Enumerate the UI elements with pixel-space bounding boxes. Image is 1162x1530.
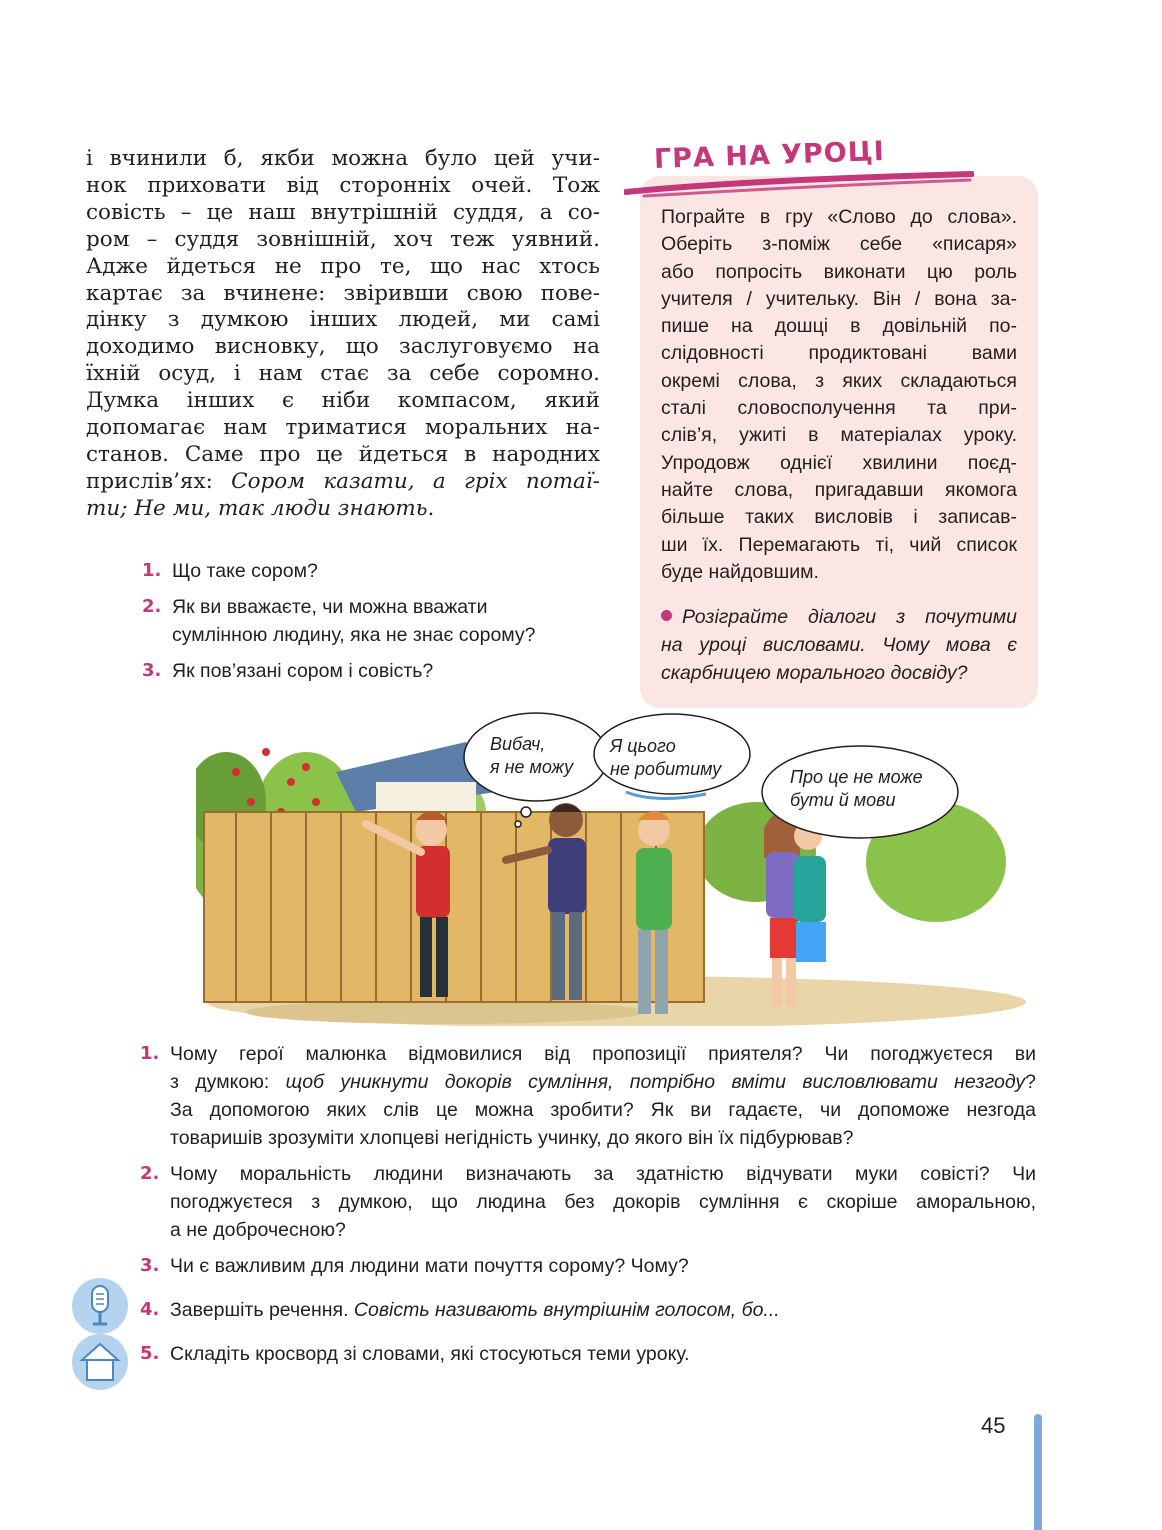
question-number: 1. bbox=[140, 1043, 160, 1064]
list-item bbox=[142, 557, 612, 585]
bubble-line: Про це не може bbox=[790, 767, 923, 787]
page-edge-bar bbox=[1034, 1414, 1042, 1530]
text-line: і вчинили б, якби можна було цей учи- bbox=[86, 146, 600, 171]
game-line: Упродовж однієї хвилини поєд- bbox=[661, 451, 1017, 474]
text-plain: з думкою: bbox=[170, 1071, 286, 1093]
game-task-line: скарбницею морального досвіду? bbox=[661, 662, 968, 684]
question-text: Завершіть речення. bbox=[170, 1299, 354, 1321]
text-line: нок приховати від сторонніх очей. Тож bbox=[86, 172, 600, 198]
girls bbox=[764, 812, 826, 1006]
question-italic: Совість називають внутрішнім голосом, бо... bbox=[353, 1299, 780, 1321]
speech-bubble-3 bbox=[790, 766, 923, 812]
game-line: сталі словосполучення та при- bbox=[661, 397, 1017, 420]
game-task-text: Розіграйте діалоги з почутими bbox=[682, 606, 1017, 628]
question-line: товаришів зрозуміти хлопцеві негідність учинку, до якого він їх підбурював? bbox=[170, 1127, 854, 1149]
question-line: За допомогою яких слів це можна зробити? Як ви гадаєте, чи допоможе незгода bbox=[170, 1099, 1036, 1121]
list-item bbox=[142, 593, 612, 649]
question-text: Як пов’язані сором і совість? bbox=[172, 660, 434, 682]
proverb-italic: Сором казати, а гріх потаї- bbox=[231, 468, 600, 494]
text-line: Думка інших є ніби компасом, який bbox=[86, 388, 600, 414]
home-icon bbox=[72, 1334, 128, 1390]
game-line: окремі слова, з яких складаються bbox=[661, 369, 1017, 392]
game-line: слідовності продиктовані вами bbox=[661, 342, 1017, 365]
questions-bottom-list bbox=[140, 1040, 1036, 1386]
quote-italic: щоб уникнути докорів сумління, потрібно вміти висловлювати незгоду bbox=[285, 1071, 1026, 1093]
bubble-line: Я цього bbox=[610, 736, 676, 756]
bullet-icon bbox=[661, 610, 672, 621]
text-line bbox=[86, 469, 600, 496]
game-task bbox=[661, 603, 1017, 687]
text-line bbox=[86, 496, 600, 523]
question-line: погоджуєтеся з думкою, що людина без докорів сумління є скоріше аморальною, bbox=[170, 1191, 1036, 1213]
text-line: дінку з думкою інших людей, ми самі bbox=[86, 307, 600, 333]
question-number: 3. bbox=[142, 660, 162, 681]
text-plain: ? bbox=[1025, 1071, 1036, 1093]
question-number: 5. bbox=[140, 1343, 160, 1364]
question-text: сумлінною людину, яка не знає сорому? bbox=[172, 624, 536, 646]
game-line: слів’я, ужиті в матеріалах уроку. bbox=[661, 424, 1017, 447]
game-instructions bbox=[661, 204, 1017, 586]
game-task-line: на уроці висловами. Чому мова є bbox=[661, 634, 1017, 656]
text-line: їхній осуд, і нам стає за себе соромно. bbox=[86, 361, 600, 387]
list-item bbox=[142, 657, 612, 685]
list-item bbox=[140, 1252, 1036, 1280]
question-number: 1. bbox=[142, 560, 162, 581]
bubble-line: бути й мови bbox=[790, 790, 896, 810]
question-text: Чи є важливим для людини мати почуття сорому? Чому? bbox=[170, 1255, 689, 1277]
question-text: Як ви вважаєте, чи можна вважати bbox=[172, 596, 488, 618]
list-item bbox=[140, 1040, 1036, 1152]
game-line: буде найдовшим. bbox=[661, 560, 819, 583]
speech-bubble-1 bbox=[490, 733, 573, 779]
game-line: або попросіть виконати цю роль bbox=[661, 260, 1017, 283]
text-line: допомагає нам триматися моральних на- bbox=[86, 415, 600, 441]
game-line: найте слова, пригадавши якомога bbox=[661, 478, 1017, 501]
bubble-line: я не можу bbox=[490, 757, 574, 777]
text-line: доходимо висновку, що заслуговуємо на bbox=[86, 334, 600, 360]
proverb-italic: ти; Не ми, так люди знають bbox=[86, 495, 428, 521]
text-plain: прислів’ях: bbox=[86, 468, 232, 494]
game-line: Пограйте в гру «Слово до слова». bbox=[661, 206, 1017, 228]
text-line: совість – це наш внутрішній суддя, а со- bbox=[86, 199, 600, 225]
question-number: 2. bbox=[142, 596, 162, 617]
list-item bbox=[140, 1160, 1036, 1244]
game-line: ши їх. Перемагають ті, чий список bbox=[661, 533, 1017, 556]
game-title: ГРА НА УРОЦІ bbox=[653, 135, 886, 176]
list-item bbox=[140, 1340, 1036, 1368]
title-underline-stroke bbox=[624, 170, 974, 200]
game-line: учителя / учительку. Він / вона за- bbox=[661, 287, 1017, 310]
question-number: 3. bbox=[140, 1255, 160, 1276]
text-line: ром – суддя зовнішній, хоч теж уявний. bbox=[86, 226, 600, 252]
bubble-line: Вибач, bbox=[490, 734, 546, 754]
game-task-line bbox=[661, 603, 1017, 631]
game-line: пише на дошці в довільній по- bbox=[661, 315, 1017, 338]
question-text: Що таке сором? bbox=[172, 560, 318, 582]
microphone-icon bbox=[72, 1278, 128, 1334]
main-paragraph bbox=[86, 146, 600, 523]
question-line: Чому герої малюнка відмовилися від пропозиції приятеля? Чи погоджуєтеся ви bbox=[170, 1043, 1036, 1065]
game-line: Оберіть з-поміж себе «писаря» bbox=[661, 233, 1017, 256]
text-line: картає за вчинене: звіривши свою пове- bbox=[86, 280, 600, 306]
questions-left-list bbox=[142, 557, 612, 693]
game-line: більше таких висловів і записав- bbox=[661, 506, 1017, 529]
question-line: Чому моральність людини визначають за здатністю відчувати муки совісті? Чи bbox=[170, 1163, 1036, 1185]
list-item bbox=[140, 1296, 1036, 1324]
text-plain: . bbox=[427, 495, 435, 521]
page-number: 45 bbox=[981, 1413, 1006, 1438]
text-line: Адже йдеться не про те, що нас хтось bbox=[86, 253, 600, 279]
question-line bbox=[170, 1068, 1036, 1096]
bubble-line: не робитиму bbox=[610, 759, 722, 779]
speech-bubble-2 bbox=[610, 735, 721, 781]
question-number: 4. bbox=[140, 1299, 160, 1320]
question-line: а не доброчесною? bbox=[170, 1219, 346, 1241]
question-number: 2. bbox=[140, 1163, 160, 1184]
text-line: станов. Саме про це йдеться в народних bbox=[86, 441, 600, 467]
question-text: Складіть кросворд зі словами, які стосуються теми уроку. bbox=[170, 1343, 690, 1365]
